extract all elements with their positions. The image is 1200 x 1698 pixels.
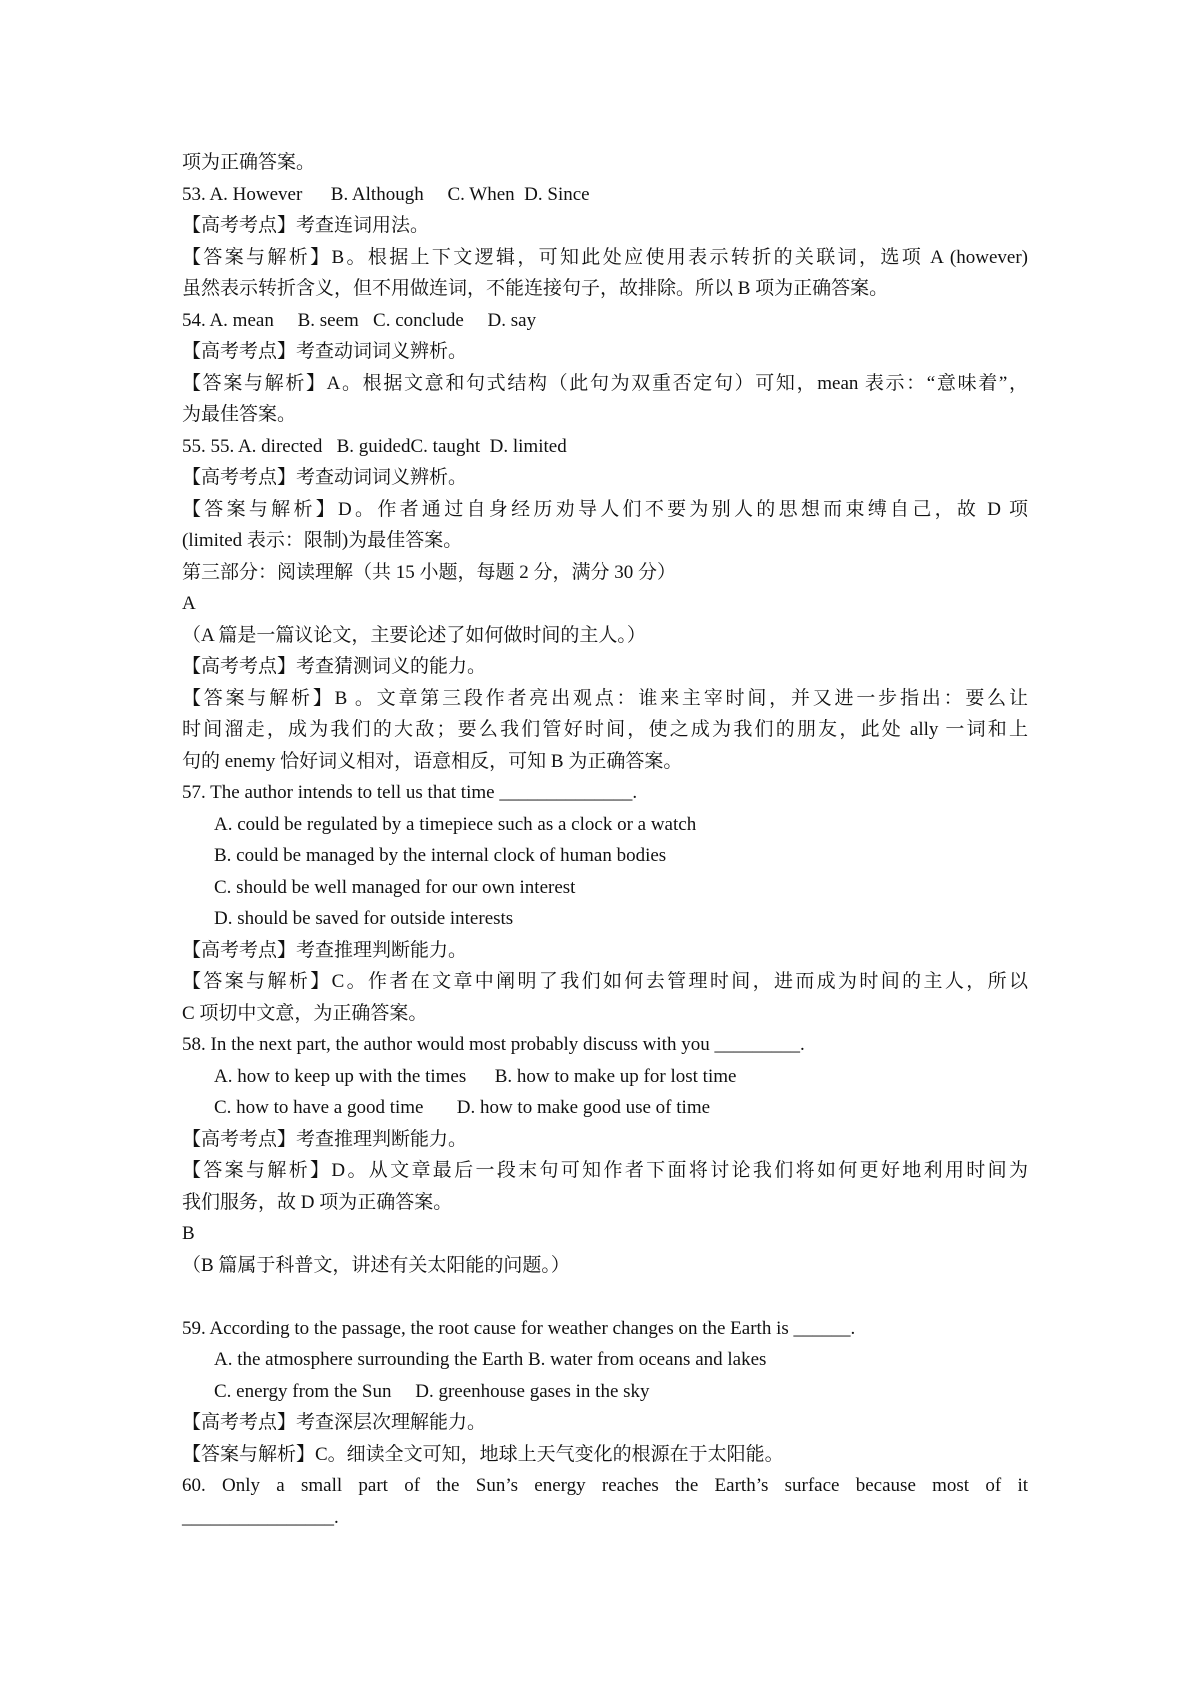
option-b: B. could be managed by the internal clock of human bodies: [214, 845, 667, 866]
option-c: C. should be well managed for our own interest: [214, 876, 576, 898]
section-a-description: （A 篇是一篇议论文，主要论述了如何做时间的主人。）: [182, 624, 646, 646]
question-58: 58. In the next part, the author would most probably discuss with you _________.: [182, 1034, 805, 1055]
question-57: 57. The author intends to tell us that time ______________.: [182, 782, 638, 803]
options-a-b: A. how to keep up with the times B. how to make up for lost time: [214, 1065, 737, 1087]
section-b-description: （B 篇属于科普文，讲述有关太阳能的问题。）: [182, 1254, 570, 1276]
answer-analysis: 我们服务，故 D 项为正确答案。: [182, 1191, 453, 1213]
part-heading: 第三部分：阅读理解（共 15 小题，每题 2 分，满分 30 分）: [182, 561, 677, 583]
text-line: 项为正确答案。: [182, 152, 316, 173]
answer-analysis: 【答案与解析】A。根据文意和句式结构（此句为双重否定句）可知，mean 表示：“意味着”，: [182, 372, 1028, 394]
answer-analysis: 【答案与解析】D。从文章最后一段末句可知作者下面将讨论我们将如何更好地利用时间为: [182, 1160, 1028, 1181]
answer-analysis: C 项切中文意，为正确答案。: [182, 1002, 428, 1024]
option-a: A. could be regulated by a timepiece such as a clock or a watch: [214, 813, 697, 835]
options-a-b: A. the atmosphere surrounding the Earth B. water from oceans and lakes: [214, 1349, 767, 1370]
section-a-label: A: [182, 593, 196, 614]
page-content: [182, 147, 1028, 1533]
exam-point: 【高考考点】考查深层次理解能力。: [182, 1412, 487, 1433]
question-60-blank: ________________.: [182, 1506, 339, 1528]
option-d: D. should be saved for outside interests: [214, 908, 514, 929]
question-59: 59. According to the passage, the root cause for weather changes on the Earth is ______.: [182, 1317, 856, 1339]
answer-analysis: 【答案与解析】C。细读全文可知，地球上天气变化的根源在于太阳能。: [182, 1443, 784, 1465]
answer-analysis: 【答案与解析】C。作者在文章中阐明了我们如何去管理时间，进而成为时间的主人，所以: [182, 971, 1028, 992]
options-c-d: C. energy from the Sun D. greenhouse gases in the sky: [214, 1380, 650, 1402]
answer-analysis: (limited 表示：限制)为最佳答案。: [182, 530, 463, 551]
question-60: 60. Only a small part of the Sun’s energy reaches the Earth’s surface because most of it: [182, 1475, 1028, 1496]
options-c-d: C. how to have a good time D. how to make good use of time: [214, 1097, 711, 1118]
answer-analysis: 为最佳答案。: [182, 404, 297, 425]
exam-point: 【高考考点】考查猜测词义的能力。: [182, 656, 487, 677]
question-55: 55. 55. A. directed B. guidedC. taught D. limited: [182, 435, 567, 457]
exam-point: 【高考考点】考查连词用法。: [182, 215, 430, 236]
exam-point: 【高考考点】考查推理判断能力。: [182, 939, 468, 961]
exam-point: 【高考考点】考查动词词义辨析。: [182, 467, 468, 488]
question-53: 53. A. However B. Although C. When D. Since: [182, 183, 590, 205]
question-54: 54. A. mean B. seem C. conclude D. say: [182, 309, 537, 331]
answer-analysis: 【答案与解析】B。根据上下文逻辑，可知此处应使用表示转折的关联词，选项 A (however): [182, 246, 1028, 268]
exam-point: 【高考考点】考查动词词义辨析。: [182, 341, 468, 362]
exam-point: 【高考考点】考查推理判断能力。: [182, 1128, 468, 1150]
answer-analysis: 句的 enemy 恰好词义相对，语意相反，可知 B 为正确答案。: [182, 750, 683, 772]
answer-analysis: 【答案与解析】D。作者通过自身经历劝导人们不要为别人的思想而束缚自己，故 D 项: [182, 498, 1028, 520]
answer-analysis: 虽然表示转折含义，但不用做连词，不能连接句子，故排除。所以 B 项为正确答案。: [182, 278, 889, 299]
answer-analysis: 时间溜走，成为我们的大敌；要么我们管好时间，使之成为我们的朋友，此处 ally 一词和上: [182, 719, 1028, 740]
section-b-label: B: [182, 1223, 195, 1244]
blank-line: [182, 1281, 1028, 1313]
answer-analysis: 【答案与解析】B 。文章第三段作者亮出观点：谁来主宰时间，并又进一步指出：要么让: [182, 687, 1028, 709]
